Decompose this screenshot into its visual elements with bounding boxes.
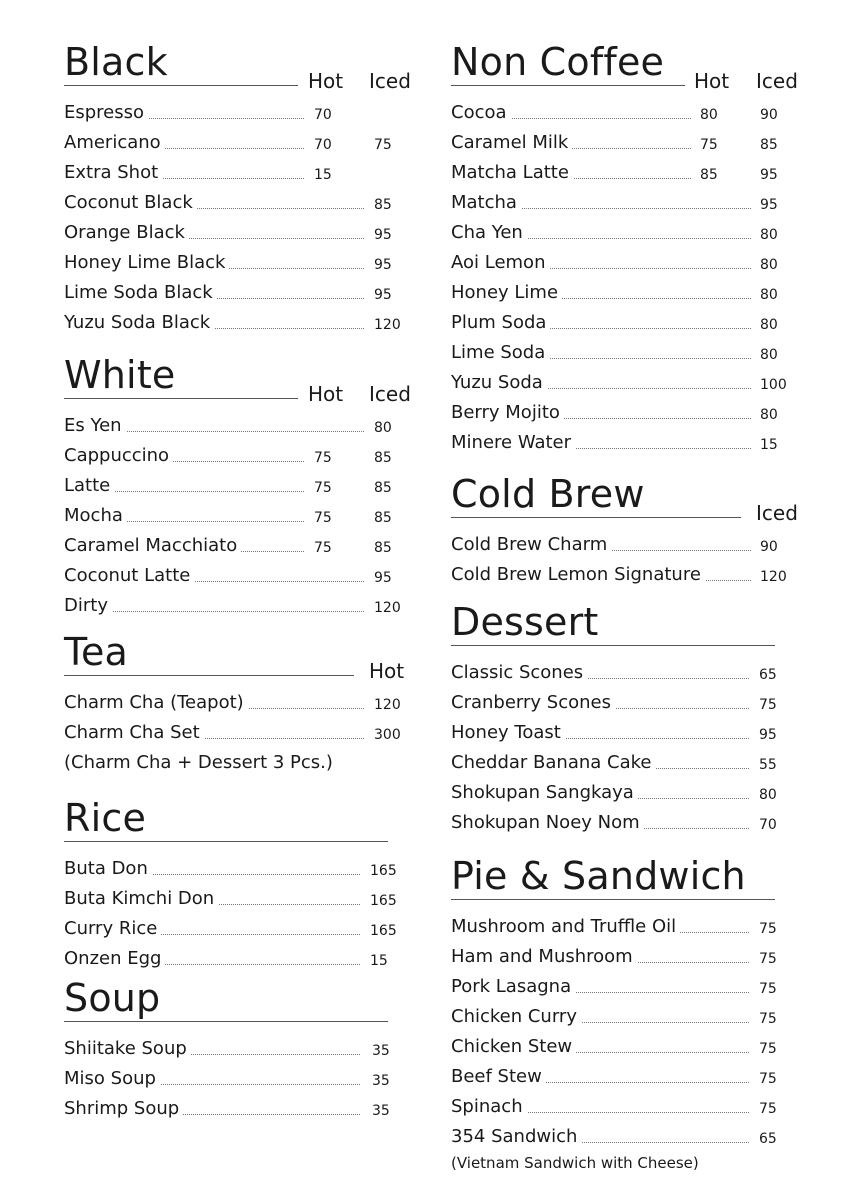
item-name: Matcha bbox=[451, 192, 521, 214]
item-name: Plum Soda bbox=[451, 312, 550, 334]
menu-item bbox=[451, 1066, 801, 1096]
menu-item bbox=[451, 812, 801, 842]
section-pie-sandwich bbox=[451, 854, 801, 1172]
price: 165 bbox=[370, 863, 397, 879]
price: 165 bbox=[370, 923, 397, 939]
item-name: Cranberry Scones bbox=[451, 692, 615, 714]
section-header bbox=[451, 600, 801, 646]
iced-price: 120 bbox=[760, 569, 787, 585]
iced-price: 80 bbox=[760, 347, 778, 363]
hot-column-header: Hot bbox=[308, 69, 344, 93]
menu-item bbox=[64, 505, 404, 535]
menu-item bbox=[451, 662, 801, 692]
item-name: Shokupan Noey Nom bbox=[451, 812, 644, 834]
menu-item bbox=[64, 102, 404, 132]
section-rule bbox=[64, 1021, 388, 1022]
item-name: Shiitake Soup bbox=[64, 1038, 191, 1060]
item-name: Chicken Curry bbox=[451, 1006, 581, 1028]
menu-item bbox=[451, 534, 801, 564]
hot-price: 85 bbox=[700, 167, 718, 183]
section-title: Black bbox=[64, 40, 168, 84]
hot-price: 75 bbox=[700, 137, 718, 153]
hot-price: 70 bbox=[314, 107, 332, 123]
iced-price: 95 bbox=[374, 287, 392, 303]
price: 35 bbox=[372, 1043, 390, 1059]
item-note: (Charm Cha + Dessert 3 Pcs.) bbox=[64, 752, 333, 773]
item-name: Honey Toast bbox=[451, 722, 565, 744]
hot-price: 75 bbox=[314, 540, 332, 556]
section-non-coffee bbox=[451, 40, 801, 453]
menu-item bbox=[64, 252, 404, 282]
item-name: Mushroom and Truffle Oil bbox=[451, 916, 680, 938]
section-header bbox=[451, 472, 801, 525]
item-name: Coconut Latte bbox=[64, 565, 194, 587]
item-name: Es Yen bbox=[64, 415, 126, 437]
iced-price: 80 bbox=[760, 257, 778, 273]
item-name: Spinach bbox=[451, 1096, 527, 1118]
section-soup bbox=[64, 976, 404, 1119]
item-name: Cocoa bbox=[451, 102, 511, 124]
item-name: Pork Lasagna bbox=[451, 976, 575, 998]
menu-item bbox=[451, 916, 801, 946]
menu-item bbox=[64, 948, 404, 978]
menu-item bbox=[64, 475, 404, 505]
item-name: Berry Mojito bbox=[451, 402, 564, 424]
menu-item bbox=[451, 162, 801, 192]
iced-price: 95 bbox=[760, 197, 778, 213]
menu-item bbox=[64, 565, 404, 595]
section-header bbox=[64, 796, 404, 842]
hot-price: 80 bbox=[700, 107, 718, 123]
hot-column-header: Hot bbox=[308, 382, 344, 406]
item-name: 354 Sandwich bbox=[451, 1126, 581, 1148]
section-rule bbox=[64, 675, 354, 676]
section-title: Soup bbox=[64, 976, 161, 1020]
hot-price: 75 bbox=[314, 450, 332, 466]
section-rule bbox=[451, 645, 775, 646]
section-title: White bbox=[64, 353, 176, 397]
menu-item bbox=[64, 282, 404, 312]
item-name: Buta Don bbox=[64, 858, 152, 880]
item-name: Lime Soda Black bbox=[64, 282, 217, 304]
price: 75 bbox=[759, 921, 777, 937]
item-name: Minere Water bbox=[451, 432, 575, 454]
menu-item bbox=[451, 976, 801, 1006]
section-title: Rice bbox=[64, 796, 147, 840]
menu-item bbox=[451, 432, 801, 462]
price: 70 bbox=[759, 817, 777, 833]
item-name: Buta Kimchi Don bbox=[64, 888, 218, 910]
price: 75 bbox=[759, 697, 777, 713]
menu-item bbox=[451, 102, 801, 132]
item-name: Yuzu Soda Black bbox=[64, 312, 214, 334]
iced-price: 90 bbox=[760, 539, 778, 555]
section-header bbox=[64, 630, 405, 683]
menu-item bbox=[64, 535, 404, 565]
menu-item bbox=[64, 445, 404, 475]
item-name: Cha Yen bbox=[451, 222, 527, 244]
section-rule bbox=[64, 841, 388, 842]
menu-item bbox=[451, 752, 801, 782]
menu-item bbox=[64, 312, 404, 342]
iced-price: 85 bbox=[760, 137, 778, 153]
iced-price: 85 bbox=[374, 480, 392, 496]
section-dessert bbox=[451, 600, 801, 833]
section-header bbox=[64, 353, 411, 406]
menu-item bbox=[64, 858, 404, 888]
section-rule bbox=[64, 398, 298, 399]
item-name: Onzen Egg bbox=[64, 948, 165, 970]
hot-price: 15 bbox=[314, 167, 332, 183]
item-name: Miso Soup bbox=[64, 1068, 160, 1090]
item-name: Matcha Latte bbox=[451, 162, 573, 184]
item-name: Honey Lime bbox=[451, 282, 562, 304]
item-name: Cheddar Banana Cake bbox=[451, 752, 656, 774]
iced-price: 75 bbox=[374, 137, 392, 153]
menu-item bbox=[451, 564, 801, 594]
menu-item bbox=[451, 192, 801, 222]
iced-price: 80 bbox=[760, 317, 778, 333]
item-name: Curry Rice bbox=[64, 918, 161, 940]
iced-price: 90 bbox=[760, 107, 778, 123]
menu-item bbox=[451, 782, 801, 812]
menu-item bbox=[451, 222, 801, 252]
item-name: Lime Soda bbox=[451, 342, 549, 364]
menu-item bbox=[64, 192, 404, 222]
item-name: Latte bbox=[64, 475, 114, 497]
iced-price: 15 bbox=[760, 437, 778, 453]
item-name: Dirty bbox=[64, 595, 112, 617]
menu-item bbox=[64, 415, 404, 445]
section-header bbox=[451, 40, 801, 93]
menu-item bbox=[64, 162, 404, 192]
item-name: Caramel Macchiato bbox=[64, 535, 241, 557]
iced-price: 95 bbox=[760, 167, 778, 183]
menu-item bbox=[64, 222, 404, 252]
iced-column-header: Iced bbox=[369, 69, 411, 93]
section-rule bbox=[451, 85, 685, 86]
menu-item bbox=[451, 132, 801, 162]
item-name: Beef Stew bbox=[451, 1066, 546, 1088]
price: 65 bbox=[759, 667, 777, 683]
hot-column-header: Hot bbox=[369, 659, 405, 683]
iced-price: 85 bbox=[374, 450, 392, 466]
menu-item bbox=[64, 918, 404, 948]
price: 75 bbox=[759, 1011, 777, 1027]
item-name: Aoi Lemon bbox=[451, 252, 549, 274]
menu-item bbox=[451, 372, 801, 402]
price: 75 bbox=[759, 1041, 777, 1057]
menu-item bbox=[64, 1038, 404, 1068]
item-name: Caramel Milk bbox=[451, 132, 572, 154]
item-name: Honey Lime Black bbox=[64, 252, 229, 274]
item-name: Classic Scones bbox=[451, 662, 587, 684]
price: 55 bbox=[759, 757, 777, 773]
menu-item bbox=[451, 282, 801, 312]
section-rule bbox=[451, 517, 741, 518]
menu-item bbox=[64, 692, 404, 722]
item-name: Mocha bbox=[64, 505, 127, 527]
item-name: Americano bbox=[64, 132, 165, 154]
section-black bbox=[64, 40, 411, 333]
iced-price: 85 bbox=[374, 197, 392, 213]
hot-price: 70 bbox=[314, 137, 332, 153]
hot-column-header: Hot bbox=[694, 69, 730, 93]
menu-item bbox=[64, 1068, 404, 1098]
price: 80 bbox=[759, 787, 777, 803]
section-title: Non Coffee bbox=[451, 40, 665, 84]
hot-price: 75 bbox=[314, 510, 332, 526]
menu-item bbox=[64, 1098, 404, 1128]
menu-item bbox=[451, 1006, 801, 1036]
menu-item bbox=[451, 402, 801, 432]
section-title: Tea bbox=[64, 630, 129, 674]
menu-item bbox=[451, 722, 801, 752]
price: 65 bbox=[759, 1131, 777, 1147]
item-name: Ham and Mushroom bbox=[451, 946, 637, 968]
price: 75 bbox=[759, 1071, 777, 1087]
menu-item bbox=[451, 342, 801, 372]
iced-price: 80 bbox=[760, 227, 778, 243]
item-name: Charm Cha Set bbox=[64, 722, 204, 744]
item-name: Cappuccino bbox=[64, 445, 173, 467]
price: 75 bbox=[759, 981, 777, 997]
item-name: Yuzu Soda bbox=[451, 372, 547, 394]
section-tea bbox=[64, 630, 405, 773]
price: 35 bbox=[372, 1073, 390, 1089]
price: 120 bbox=[374, 697, 401, 713]
item-name: Coconut Black bbox=[64, 192, 197, 214]
price: 75 bbox=[759, 951, 777, 967]
iced-price: 85 bbox=[374, 510, 392, 526]
menu-item bbox=[451, 252, 801, 282]
iced-price: 100 bbox=[760, 377, 787, 393]
item-name: Chicken Stew bbox=[451, 1036, 576, 1058]
section-cold-brew bbox=[451, 472, 801, 585]
iced-column-header: Iced bbox=[756, 501, 798, 525]
menu-item bbox=[64, 132, 404, 162]
price: 300 bbox=[374, 727, 401, 743]
iced-column-header: Iced bbox=[756, 69, 798, 93]
item-name: Espresso bbox=[64, 102, 148, 124]
section-rule bbox=[451, 899, 775, 900]
price: 95 bbox=[759, 727, 777, 743]
menu-item bbox=[64, 888, 404, 918]
iced-price: 80 bbox=[760, 407, 778, 423]
price: 15 bbox=[370, 953, 388, 969]
item-name: Shrimp Soup bbox=[64, 1098, 183, 1120]
menu-item bbox=[64, 722, 404, 752]
price: 35 bbox=[372, 1103, 390, 1119]
item-name: Cold Brew Charm bbox=[451, 534, 611, 556]
iced-price: 95 bbox=[374, 257, 392, 273]
section-rice bbox=[64, 796, 404, 969]
item-note: (Vietnam Sandwich with Cheese) bbox=[451, 1154, 699, 1172]
menu-item bbox=[451, 1096, 801, 1126]
item-name: Orange Black bbox=[64, 222, 189, 244]
price: 75 bbox=[759, 1101, 777, 1117]
item-name: Cold Brew Lemon Signature bbox=[451, 564, 705, 586]
section-rule bbox=[64, 85, 298, 86]
menu-item bbox=[451, 946, 801, 976]
section-header bbox=[64, 40, 411, 93]
section-title: Dessert bbox=[451, 600, 599, 644]
price: 165 bbox=[370, 893, 397, 909]
iced-price: 120 bbox=[374, 317, 401, 333]
menu-item bbox=[451, 1036, 801, 1066]
iced-price: 80 bbox=[374, 420, 392, 436]
iced-price: 95 bbox=[374, 570, 392, 586]
iced-price: 80 bbox=[760, 287, 778, 303]
iced-price: 120 bbox=[374, 600, 401, 616]
section-title: Pie & Sandwich bbox=[451, 854, 746, 898]
section-header bbox=[451, 854, 801, 900]
hot-price: 75 bbox=[314, 480, 332, 496]
item-name: Shokupan Sangkaya bbox=[451, 782, 638, 804]
iced-column-header: Iced bbox=[369, 382, 411, 406]
menu-item bbox=[451, 692, 801, 722]
section-header bbox=[64, 976, 404, 1022]
item-name: Extra Shot bbox=[64, 162, 162, 184]
menu-item bbox=[64, 595, 404, 625]
section-title: Cold Brew bbox=[451, 472, 645, 516]
iced-price: 85 bbox=[374, 540, 392, 556]
menu-item bbox=[451, 312, 801, 342]
section-white bbox=[64, 353, 411, 616]
item-name: Charm Cha (Teapot) bbox=[64, 692, 248, 714]
iced-price: 95 bbox=[374, 227, 392, 243]
